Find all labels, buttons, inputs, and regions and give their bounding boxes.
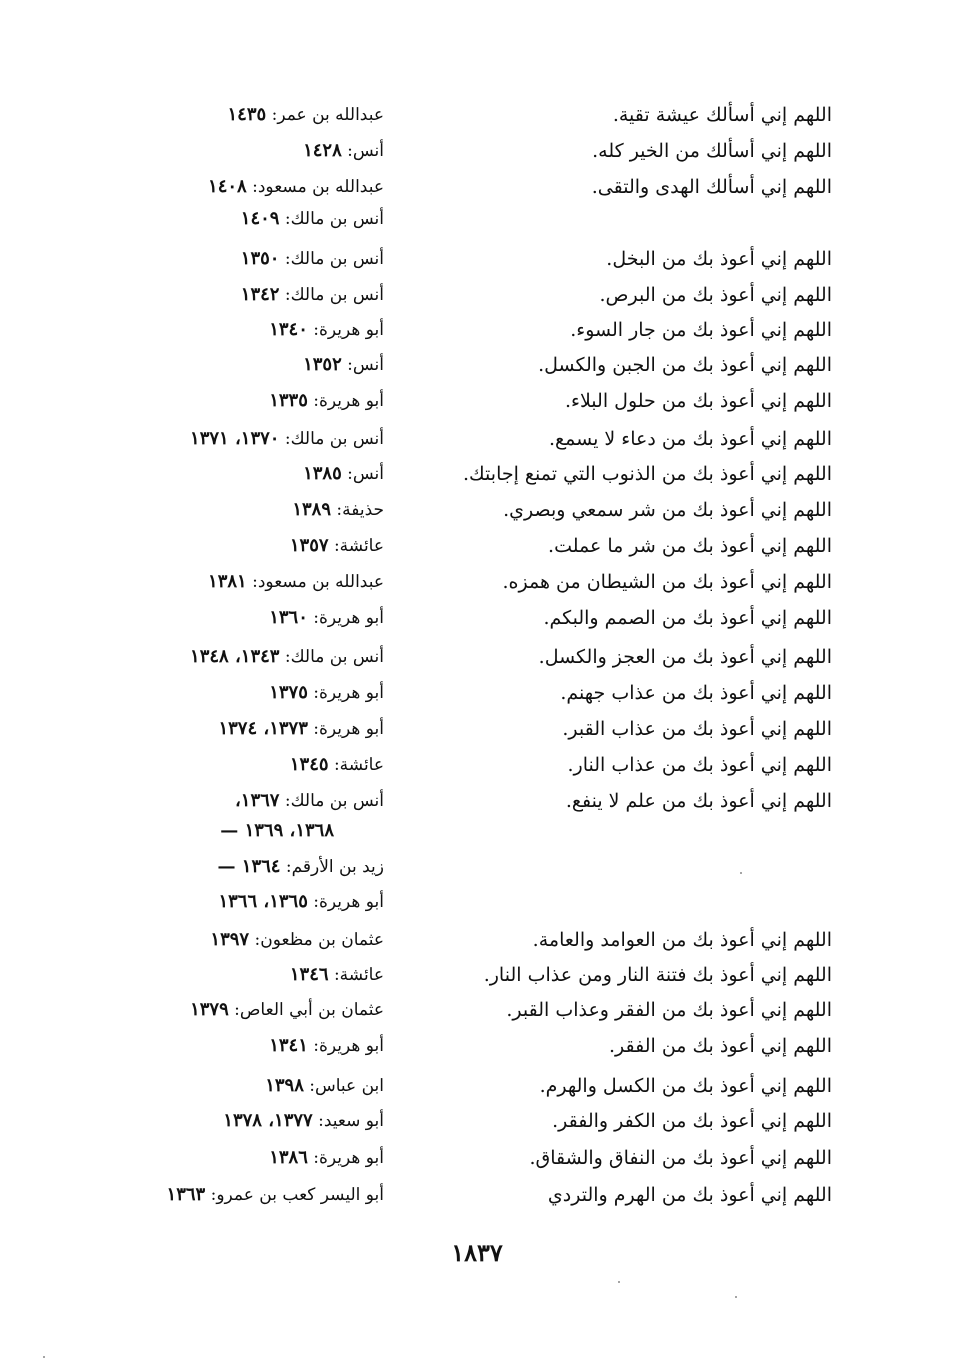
hadith-numbers: ١٣٩٨: [265, 1075, 304, 1096]
dua-text: اللهم إني أعوذ بك من الذنوب التي تمنع إجابتك.: [463, 463, 832, 485]
dua-text: اللهم إني أسألك من الخير كله.: [592, 140, 832, 162]
narrator-reference: [124, 997, 384, 1023]
dua-text: اللهم إني أسألك الهدى والتقى.: [591, 176, 832, 198]
narrator-reference: [124, 569, 384, 595]
dua-text: اللهم إني أعوذ بك من البرص.: [599, 284, 832, 306]
narrator-reference: [124, 533, 384, 559]
narrator-name: عائشة:: [333, 965, 384, 985]
dua-text: اللهم إني أسألك عيشة تقية.: [612, 104, 832, 126]
hadith-numbers: ١٣٥٢: [303, 354, 342, 375]
narrator-name: حذيفة:: [336, 500, 384, 520]
hadith-numbers: ١٣٤٣، ١٣٤٨: [190, 646, 280, 667]
narrator-name: عائشة:: [333, 536, 384, 556]
narrator-reference: [124, 102, 384, 128]
dua-text: اللهم إني أعوذ بك من العوامد والعامة.: [532, 929, 832, 951]
narrator-reference: [74, 818, 334, 844]
dua-text: اللهم إني أعوذ بك من الكفر والفقر.: [552, 1110, 832, 1132]
hadith-numbers: ١٣٣٥: [269, 390, 308, 411]
narrator-name: أبو سعيد:: [318, 1111, 384, 1131]
hadith-numbers: ١٣٧٣، ١٣٧٤: [218, 718, 308, 739]
dua-text: اللهم إني أعوذ بك من الهرم والتردي: [547, 1184, 832, 1206]
dua-text: اللهم إني أعوذ بك من الشيطان من همزه.: [502, 571, 832, 593]
dua-text: اللهم إني أعوذ بك من دعاء لا يسمع.: [548, 428, 832, 450]
dua-text: اللهم إني أعوذ بك من الفقر وعذاب القبر.: [506, 999, 832, 1021]
dua-text: اللهم إني أعوذ بك من شر ما عملت.: [548, 535, 832, 557]
narrator-name: ابن عباس:: [309, 1076, 384, 1096]
narrator-reference: [124, 352, 384, 378]
narrator-reference: [124, 174, 384, 200]
narrator-reference: [124, 1108, 384, 1134]
narrator-reference: [124, 461, 384, 487]
dua-text: اللهم إني أعوذ بك من حلول البلاء.: [564, 390, 832, 412]
hadith-numbers: ١٣٦٥، ١٣٦٦: [218, 891, 308, 912]
narrator-reference: [124, 680, 384, 706]
narrator-name: أنس:: [347, 464, 384, 484]
narrator-reference: [124, 889, 384, 915]
hadith-numbers: ١٣٨١: [208, 571, 247, 592]
hadith-numbers: ١٣٥٠: [240, 248, 280, 269]
narrator-reference: [124, 716, 384, 742]
narrator-name: أبو هريرة:: [313, 1036, 384, 1056]
narrator-reference: [124, 1145, 384, 1171]
dua-text: اللهم إني أعوذ بك من الفقر.: [608, 1035, 832, 1057]
narrator-reference: [124, 497, 384, 523]
hadith-numbers: ١٣٩٧: [210, 929, 250, 950]
narrator-name: أبو اليسر كعب بن عمرو:: [210, 1185, 384, 1205]
hadith-numbers: ١٣٧٩: [190, 999, 229, 1020]
hadith-numbers: ١٤٣٥: [227, 104, 267, 125]
narrator-reference: [124, 962, 384, 988]
dua-text: اللهم إني أعوذ بك من عذاب القبر.: [562, 718, 832, 740]
hadith-numbers: ١٣٦٤ —: [217, 856, 281, 877]
narrator-reference: [124, 752, 384, 778]
hadith-numbers: ١٣٨٥: [303, 463, 342, 484]
hadith-numbers: ١٤٠٨: [208, 176, 247, 197]
hadith-numbers: ١٣٨٦: [269, 1147, 308, 1168]
hadith-numbers: ١٣٤٢: [240, 284, 280, 305]
narrator-name: أنس بن مالك:: [284, 209, 384, 229]
hadith-numbers: ١٣٦٨، ١٣٦٩ —: [220, 820, 334, 841]
narrator-name: عثمان بن مظعون:: [254, 930, 384, 950]
narrator-name: أبو هريرة:: [313, 1148, 384, 1168]
hadith-numbers: ١٣٦٣: [166, 1184, 206, 1205]
hadith-numbers: ١٣٥٧: [289, 535, 329, 556]
hadith-numbers: ١٤٠٩: [240, 208, 280, 229]
narrator-reference: [124, 927, 384, 953]
narrator-name: أنس بن مالك:: [284, 249, 384, 269]
hadith-numbers: ١٣٧٥: [269, 682, 308, 703]
narrator-reference: [124, 388, 384, 414]
hadith-numbers: ١٣٨٩: [292, 499, 331, 520]
dua-text: اللهم إني أعوذ بك من جار السوء.: [570, 319, 832, 341]
dua-text: اللهم إني أعوذ بك من علم لا ينفع.: [565, 790, 832, 812]
hadith-numbers: ١٣٦٠: [269, 607, 308, 628]
hadith-numbers: ١٣٧٧، ١٣٧٨: [223, 1110, 313, 1131]
narrator-reference: [124, 426, 384, 452]
narrator-name: أبو هريرة:: [313, 391, 384, 411]
scan-speck: [740, 872, 742, 874]
narrator-reference: [124, 138, 384, 164]
hadith-numbers: ١٣٤٠: [269, 319, 308, 340]
dua-text: اللهم إني أعوذ بك من الصمم والبكم.: [543, 607, 832, 629]
hadith-numbers: ١٣٧٠، ١٣٧١: [190, 428, 280, 449]
narrator-name: عبدالله بن مسعود:: [252, 572, 384, 592]
page-number: ١٨٣٧: [451, 1238, 503, 1267]
narrator-reference: [124, 788, 384, 814]
narrator-name: أنس بن مالك:: [284, 429, 384, 449]
narrator-name: أنس بن مالك:: [284, 647, 384, 667]
narrator-reference: [124, 1033, 384, 1059]
narrator-reference: [124, 644, 384, 670]
narrator-name: أبو هريرة:: [313, 320, 384, 340]
narrator-name: أبو هريرة:: [313, 719, 384, 739]
narrator-reference: [124, 317, 384, 343]
narrator-reference: [124, 1182, 384, 1208]
narrator-name: عائشة:: [333, 755, 384, 775]
narrator-name: زيد بن الأرقم:: [285, 857, 384, 877]
narrator-reference: [124, 282, 384, 308]
dua-text: اللهم إني أعوذ بك من الجبن والكسل.: [538, 354, 832, 376]
narrator-name: أنس بن مالك:: [284, 791, 384, 811]
hadith-numbers: ١٣٤٥: [289, 754, 329, 775]
scan-speck: [43, 1356, 45, 1358]
hadith-numbers: ١٤٢٨: [303, 140, 342, 161]
narrator-name: أنس:: [347, 355, 384, 375]
dua-text: اللهم إني أعوذ بك من عذاب النار.: [567, 754, 832, 776]
dua-text: اللهم إني أعوذ بك من الكسل والهرم.: [539, 1075, 832, 1097]
dua-text: اللهم إني أعوذ بك من عذاب جهنم.: [560, 682, 832, 704]
dua-text: اللهم إني أعوذ بك من البخل.: [606, 248, 832, 270]
narrator-reference: [124, 605, 384, 631]
hadith-numbers: ١٣٤٦: [289, 964, 329, 985]
hadith-numbers: ١٣٤١: [269, 1035, 308, 1056]
dua-text: اللهم إني أعوذ بك فتنة النار ومن عذاب النار.: [483, 964, 832, 986]
narrator-name: أبو هريرة:: [313, 683, 384, 703]
narrator-name: أبو هريرة:: [313, 892, 384, 912]
narrator-name: عثمان بن أبي العاص:: [234, 1000, 384, 1020]
narrator-reference: [124, 1073, 384, 1099]
dua-text: اللهم إني أعوذ بك من النفاق والشقاق.: [529, 1147, 832, 1169]
hadith-numbers: ١٣٦٧،: [234, 790, 280, 811]
narrator-name: أنس بن مالك:: [284, 285, 384, 305]
narrator-name: عبدالله بن مسعود:: [252, 177, 384, 197]
narrator-name: عبدالله بن عمر:: [271, 105, 384, 125]
scan-speck: [618, 1281, 620, 1283]
narrator-name: أبو هريرة:: [313, 608, 384, 628]
narrator-reference: [124, 854, 384, 880]
narrator-name: أنس:: [347, 141, 384, 161]
narrator-reference: [124, 246, 384, 272]
narrator-reference: [124, 206, 384, 232]
scan-speck: [735, 1296, 737, 1298]
dua-text: اللهم إني أعوذ بك من العجز والكسل.: [538, 646, 832, 668]
dua-text: اللهم إني أعوذ بك من شر سمعي وبصري.: [503, 499, 832, 521]
